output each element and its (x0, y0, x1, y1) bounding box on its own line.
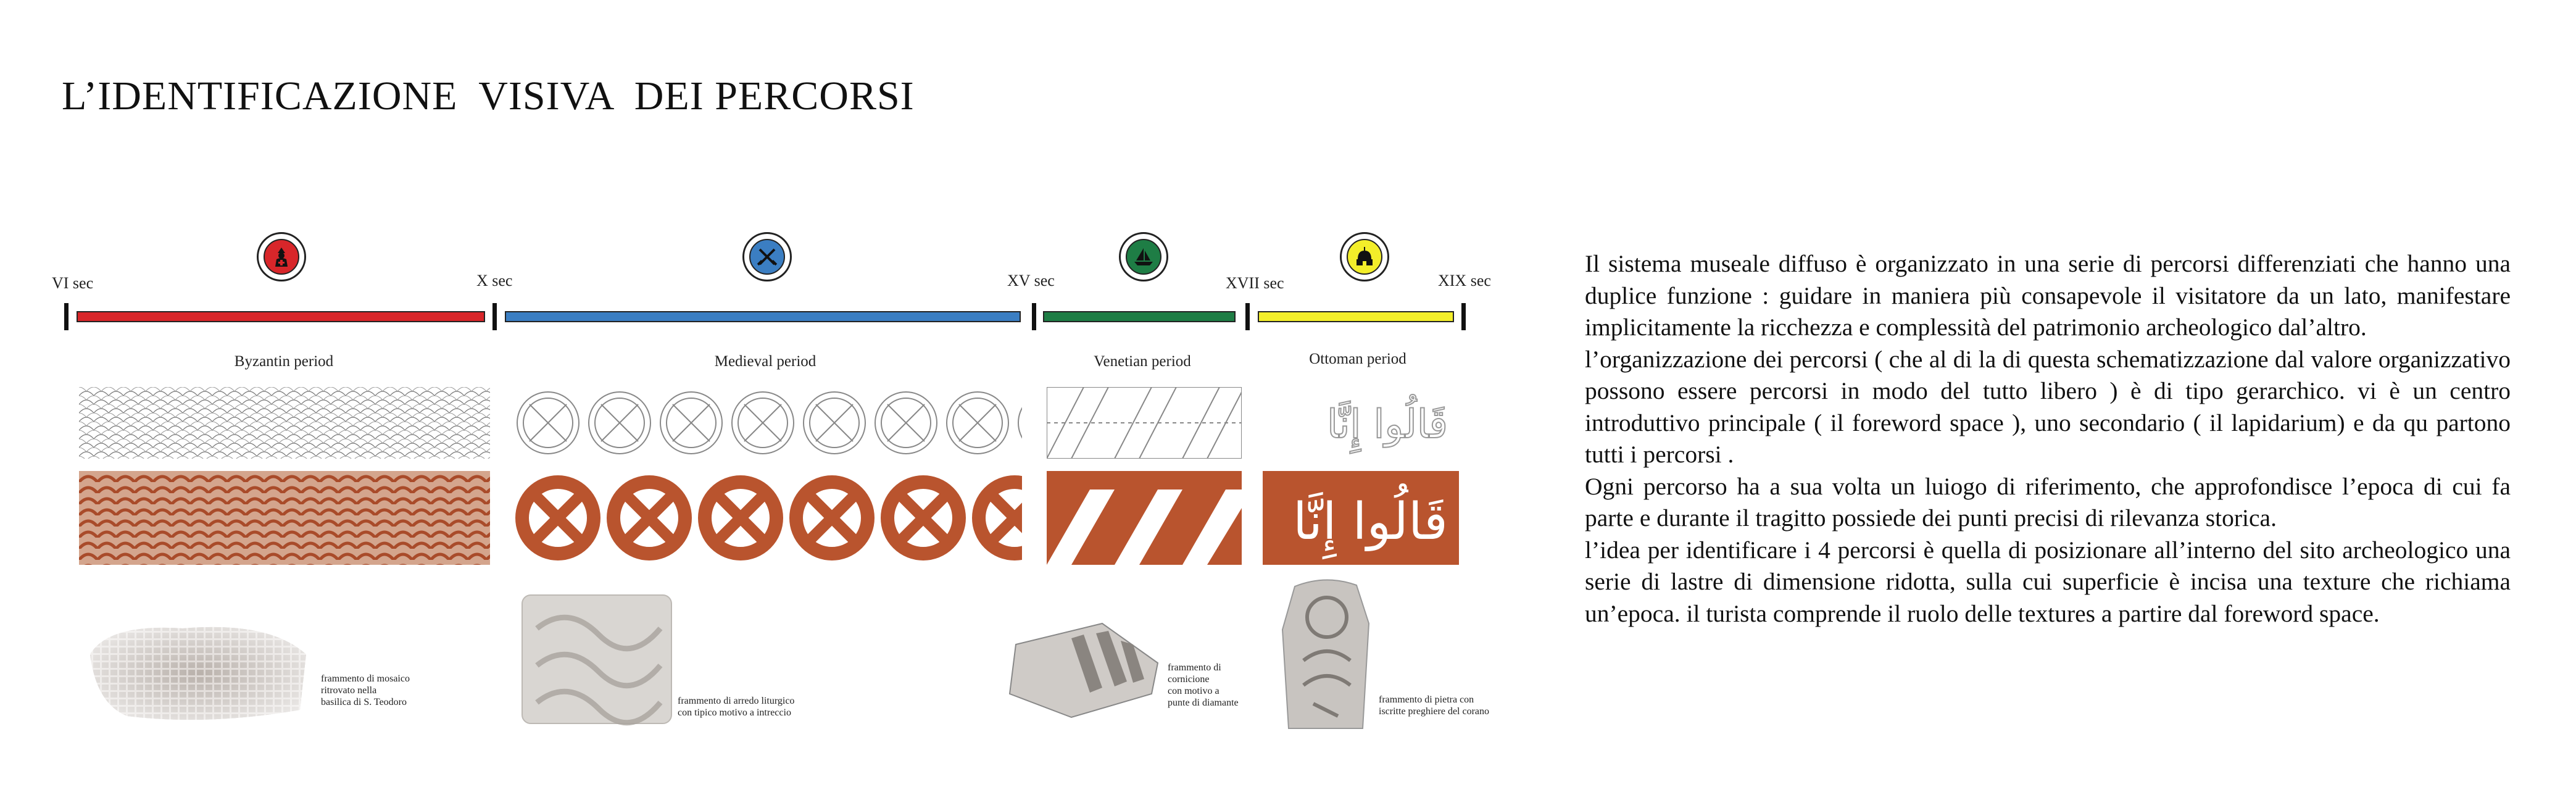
mosaic-fragment-caption: frammento di mosaico ritrovato nella basilica di S. Teodoro (321, 673, 410, 707)
stone-inscription-fragment-photo (1276, 574, 1377, 735)
timeline-tick-xix (1461, 303, 1466, 330)
arabic-inscription-outline: قَالُوا إِنَّا (1327, 402, 1448, 448)
period-label-ottoman: Ottoman period (1309, 351, 1406, 367)
description-paragraph: l’idea per identificare i 4 percorsi è quella di posizionare all’interno del sito archeologico una serie di lastre di dimensione ridotta, sulla cui superficie è incisa una texture che richiama un’epoca. il turista comprende il ruolo delle textures a partire dal foreword space. (1585, 536, 2511, 627)
venetian-texture-outline (1047, 387, 1242, 459)
cornice-fragment-caption: frammento di cornicione con motivo a punte di diamante (1168, 662, 1239, 708)
period-label-byzantine: Byzantin period (234, 353, 334, 370)
liturgical-fragment-photo (518, 591, 675, 727)
timeline-tick-xv (1032, 303, 1036, 330)
ottoman-period-badge (1340, 232, 1389, 281)
timeline-tick-x (492, 303, 497, 330)
century-label-vi: VI sec (52, 274, 94, 292)
description-text (1585, 248, 2511, 630)
arabic-inscription-solid: قَالُوا إِنَّا (1293, 493, 1448, 551)
century-label-xix: XIX sec (1438, 272, 1491, 290)
bishop-icon (269, 244, 294, 269)
timeline-tick-vi (64, 303, 69, 330)
mosque-icon (1352, 244, 1377, 269)
stone-inscription-fragment-caption: frammento di pietra con iscritte preghiere del corano (1379, 694, 1490, 717)
liturgical-fragment-caption: frammento di arredo liturgico con tipico motivo a intreccio (678, 696, 795, 718)
description-paragraph: l’organizzazione dei percorsi ( che al di la di questa schematizzazione dal valore organizzativo possono essere percorsi in modo del tutto libero ) è di tipo gerarchico. vi è un centro introduttivo principale ( il foreword space ), uno secondario ( il lapidarium) e da qu partono tutti i percorsi . (1585, 345, 2511, 468)
mosaic-fragment-photo (84, 617, 314, 725)
byzantine-period-badge (257, 232, 306, 281)
century-label-x: X sec (476, 272, 513, 290)
period-label-medieval: Medieval period (714, 353, 816, 370)
byzantine-texture-outline (79, 387, 490, 459)
timeline-tick-xvii (1245, 303, 1250, 330)
medieval-texture-solid (512, 471, 1022, 565)
ottoman-period-bar (1258, 311, 1454, 322)
byzantine-texture-solid (79, 471, 490, 565)
period-label-venetian: Venetian period (1094, 353, 1191, 370)
venetian-texture-solid (1047, 471, 1242, 565)
ottoman-texture-outline (1263, 387, 1459, 459)
ottoman-texture-solid (1263, 471, 1459, 565)
byzantine-period-bar (77, 311, 485, 322)
description-paragraph: Il sistema museale diffuso è organizzato in una serie di percorsi differenziati che hanno una duplice funzione : guidare in maniera più consapevole il visitatore da un lato, manifestare implicitamente la ricchezza e complessità del patrimonio archeologico dal’altro. (1585, 250, 2511, 341)
medieval-period-bar (505, 311, 1021, 322)
crossed-swords-icon (755, 244, 779, 269)
description-paragraph: Ogni percorso ha a sua volta un luiogo di riferimento, che approfondisce l’epoca di cui fa parte e durante il tragitto possiede dei punti precisi di rilevanza storica. (1585, 472, 2511, 531)
medieval-period-badge (742, 232, 792, 281)
cornice-fragment-photo (1003, 620, 1166, 720)
century-label-xv: XV sec (1007, 272, 1055, 290)
page-title: L’IDENTIFICAZIONE VISIVA DEI PERCORSI (62, 73, 915, 119)
ship-icon (1131, 244, 1156, 269)
venetian-period-badge (1119, 232, 1168, 281)
medieval-texture-outline (512, 387, 1022, 459)
century-label-xvii: XVII sec (1226, 274, 1284, 292)
venetian-period-bar (1043, 311, 1236, 322)
